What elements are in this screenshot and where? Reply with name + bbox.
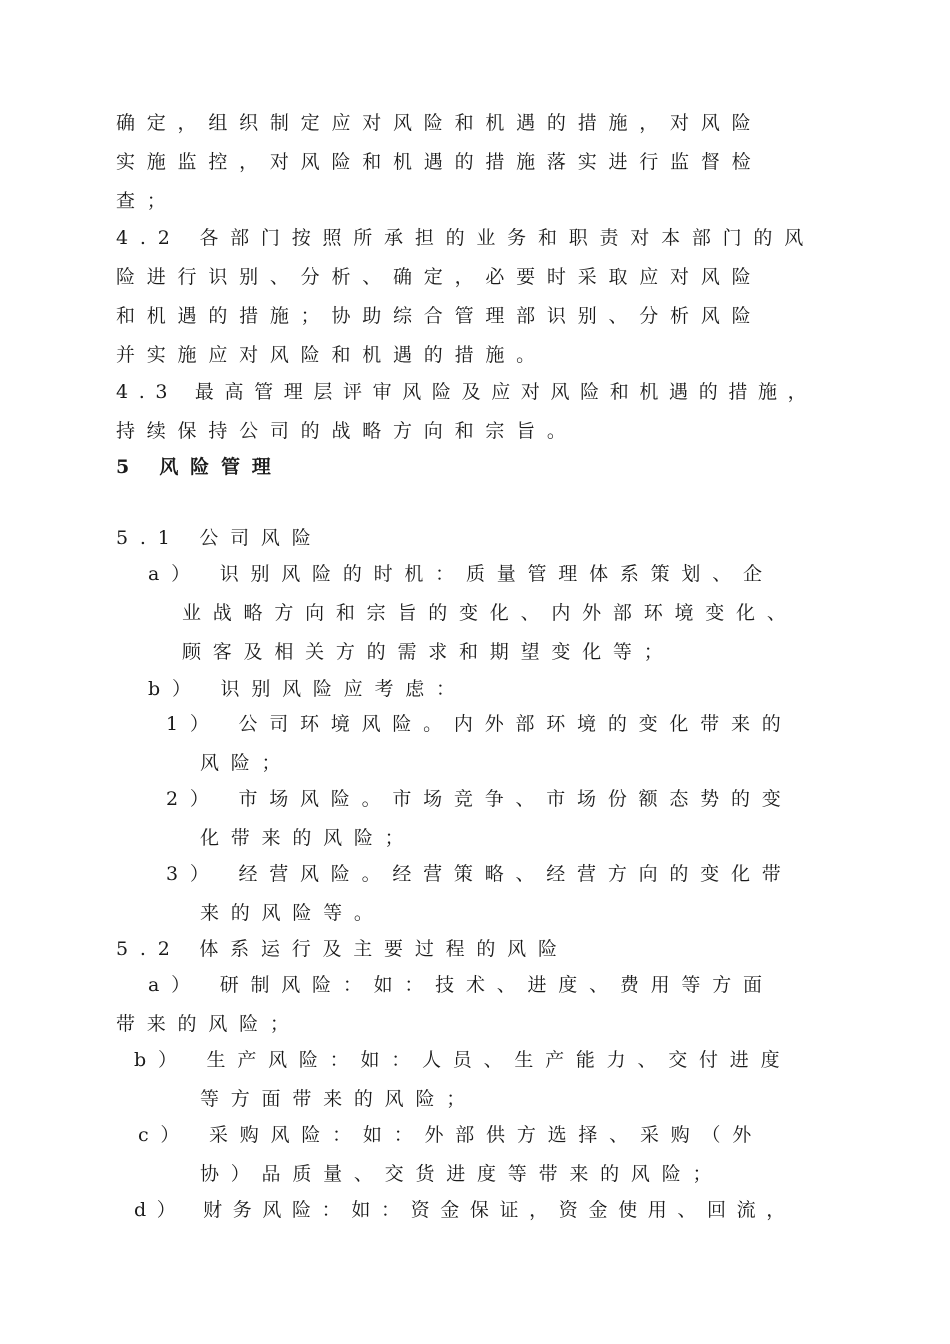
text-line: 和机遇的措施；协助综合管理部识别、分析风险 [116, 305, 763, 327]
text-line: a） 研制风险：如：技术、进度、费用等方面 [148, 974, 774, 996]
text-line: d） 财务风险：如：资金保证，资金使用、回流， [134, 1199, 796, 1221]
text-line: 业战略方向和宗旨的变化、内外部环境变化、 [182, 602, 798, 624]
text-line: 实施监控，对风险和机遇的措施落实进行监督检 [116, 151, 763, 173]
text-line: 协）品质量、交货进度等带来的风险； [200, 1163, 724, 1185]
text-line: 并实施应对风险和机遇的措施。 [116, 344, 547, 366]
text-line: 风险； [200, 752, 293, 774]
text-line: 险进行识别、分析、确定，必要时采取应对风险 [116, 266, 763, 288]
text-line: 带来的风险； [116, 1013, 301, 1035]
text-line: b） 生产风险：如：人员、生产能力、交付进度 [134, 1049, 792, 1071]
subsection-heading: 5.2 体系运行及主要过程的风险 [116, 938, 569, 960]
subsection-heading: 5.1 公司风险 [116, 527, 323, 549]
text-line: 化带来的风险； [200, 827, 416, 849]
text-line: a） 识别风险的时机：质量管理体系策划、企 [148, 563, 774, 585]
section-heading: 5 风险管理 [116, 456, 283, 478]
text-line: b） 识别风险应考虑： [148, 678, 467, 700]
text-line: 等方面带来的风险； [200, 1088, 478, 1110]
text-line: 确定，组织制定应对风险和机遇的措施，对风险 [116, 112, 763, 134]
text-line: 顾客及相关方的需求和期望变化等； [182, 641, 675, 663]
text-line: 4.3 最高管理层评审风险及应对风险和机遇的措施， [116, 381, 818, 403]
text-line: 3） 经营风险。经营策略、经营方向的变化带 [166, 863, 793, 885]
text-line: 来的风险等。 [200, 902, 385, 924]
text-line: c） 采购风险：如：外部供方选择、采购（外 [138, 1124, 764, 1146]
text-line: 1） 公司环境风险。内外部环境的变化带来的 [166, 713, 793, 735]
text-line: 持续保持公司的战略方向和宗旨。 [116, 420, 578, 442]
text-line: 查； [116, 190, 178, 212]
text-line: 2） 市场风险。市场竞争、市场份额态势的变 [166, 788, 793, 810]
text-line: 4.2 各部门按照所承担的业务和职责对本部门的风 [116, 227, 815, 249]
